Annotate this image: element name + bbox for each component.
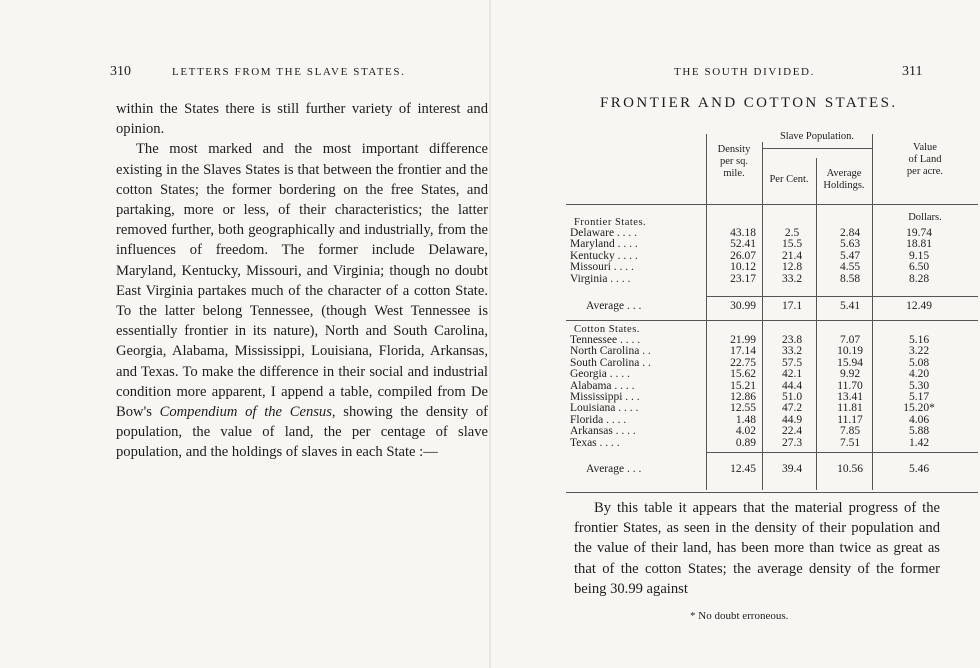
cell-density: 22.75 [730, 356, 756, 369]
page-number: 310 [110, 64, 131, 79]
cell-density: 15.21 [730, 379, 756, 392]
cell-value: 5.88 [908, 425, 930, 438]
book-title: Compendium of the Census [159, 404, 332, 421]
cell-holdings: 5.41 [839, 300, 861, 312]
section-rule [566, 320, 978, 321]
cell-density: 12.55 [730, 402, 756, 415]
header-line: Value [913, 142, 937, 153]
cell-holdings: 8.58 [839, 272, 861, 285]
cell-holdings: 10.56 [837, 463, 863, 475]
statistics-table [566, 128, 978, 498]
cotton-section-label: Cotton States. [574, 324, 640, 335]
header-avg-holdings [816, 168, 872, 192]
cell-per-cent: 44.4 [781, 379, 803, 392]
cell-state: Louisiana . . . . [570, 402, 639, 415]
cell-value: 4.06 [908, 413, 930, 426]
cell-per-cent: 17.1 [781, 300, 803, 312]
cell-value: 5.30 [908, 379, 930, 392]
running-head: LETTERS FROM THE SLAVE STATES. [172, 66, 406, 78]
cell-value: 5.08 [908, 356, 930, 369]
cell-state: Delaware . . . . [570, 227, 638, 239]
cell-value: 8.28 [908, 272, 930, 285]
cell-holdings: 10.19 [837, 345, 863, 358]
paragraph-1: within the States there is still further variety of interest and opinion. [116, 101, 488, 138]
cell-state: Tennessee . . . . [570, 334, 641, 346]
cell-holdings: 7.07 [839, 334, 861, 346]
cell-state: Mississippi . . . [570, 391, 640, 403]
cell-density: 12.86 [730, 391, 756, 403]
cell-density: 52.41 [730, 238, 756, 251]
cell-value: 3.22 [908, 345, 930, 358]
cell-state: Alabama . . . . [570, 379, 635, 392]
cell-density: 23.17 [730, 272, 756, 285]
cell-value: 1.42 [908, 436, 930, 449]
table-title: FRONTIER AND COTTON STATES. [600, 95, 898, 111]
right-body-text [574, 498, 940, 599]
cell-holdings: 11.81 [837, 402, 863, 415]
header-rule [566, 204, 978, 205]
header-line: per sq. [720, 156, 748, 167]
cell-per-cent: 51.0 [781, 391, 803, 403]
avg-rule [706, 296, 978, 297]
paragraph-3: By this table it appears that the material progress of the frontier States, as seen in the density of their population and the value of their land, has been more than twice as great as that of the cotton States; the average density of the former being 30.99 against [574, 500, 940, 597]
cell-value: 4.20 [908, 368, 930, 381]
cell-density: 12.45 [730, 463, 756, 475]
cell-value: 18.81 [906, 238, 932, 251]
cell-holdings: 11.70 [837, 379, 863, 392]
cell-value: 19.74 [906, 227, 932, 239]
header-line: Density [717, 144, 751, 155]
cell-state: Virginia . . . . [570, 272, 631, 285]
header-line: Holdings. [823, 180, 865, 191]
cell-value: 5.16 [908, 334, 930, 346]
cell-state: South Carolina . . [570, 356, 651, 369]
cell-state: Maryland . . . . [570, 238, 638, 251]
frontier-section-label: Frontier States. [574, 217, 647, 228]
slave-pop-rule [762, 148, 872, 149]
page-number: 311 [902, 64, 923, 79]
cell-holdings: 5.47 [839, 249, 861, 262]
cell-state: North Carolina . . [570, 345, 651, 358]
cell-density: 10.12 [730, 261, 756, 274]
cell-holdings: 2.84 [839, 227, 861, 239]
running-head: THE SOUTH DIVIDED. [674, 66, 815, 78]
cell-value: 15.20* [903, 402, 935, 415]
cell-per-cent: 12.8 [781, 261, 803, 274]
avg-rule [706, 452, 978, 453]
table-row [566, 262, 978, 273]
left-body-text [116, 99, 488, 463]
header-density [706, 144, 762, 180]
cell-per-cent: 39.4 [781, 463, 803, 475]
cell-state: Missouri . . . . [570, 261, 634, 274]
cell-per-cent: 33.2 [781, 272, 803, 285]
table-row [566, 426, 978, 437]
cell-state: Georgia . . . . [570, 368, 630, 381]
cell-state: Kentucky . . . . [570, 249, 638, 262]
cell-holdings: 5.63 [839, 238, 861, 251]
cell-holdings: 4.55 [839, 261, 861, 274]
cell-value: 9.15 [908, 249, 930, 262]
cell-holdings: 7.51 [839, 436, 861, 449]
paragraph-2-text-b: , showing the density of population, the value of land, the per centage of slave population, and the holdings of slaves in each State :— [116, 404, 488, 461]
cell-per-cent: 47.2 [781, 402, 803, 415]
cell-state: Texas . . . . [570, 436, 620, 449]
table-row [566, 369, 978, 380]
cell-per-cent: 27.3 [781, 436, 803, 449]
cell-holdings: 11.17 [837, 413, 863, 426]
table-bottom-rule [566, 492, 978, 493]
cell-per-cent: 15.5 [781, 238, 803, 251]
cell-holdings: 13.41 [837, 391, 863, 403]
cell-per-cent: 23.8 [781, 334, 803, 346]
cell-value: 5.46 [908, 463, 930, 475]
cell-value: 6.50 [908, 261, 930, 274]
cell-state: Florida . . . . [570, 413, 627, 426]
cell-per-cent: 44.9 [781, 413, 803, 426]
table-row [566, 274, 978, 285]
cell-density: 0.89 [735, 436, 756, 449]
cell-holdings: 7.85 [839, 425, 861, 438]
header-line: of Land [908, 154, 942, 165]
table-row [566, 438, 978, 449]
cell-value: 5.17 [908, 391, 930, 403]
cell-density: 15.62 [730, 368, 756, 381]
cell-density: 17.14 [730, 345, 756, 358]
cell-holdings: 15.94 [837, 356, 863, 369]
average-label: Average . . . [586, 300, 642, 312]
cell-density: 4.02 [735, 425, 756, 438]
cell-per-cent: 2.5 [784, 227, 800, 239]
cell-per-cent: 22.4 [781, 425, 803, 438]
cell-density: 21.99 [730, 334, 756, 346]
cell-state: Arkansas . . . . [570, 425, 636, 438]
average-label: Average . . . [586, 463, 642, 475]
header-line: Average [826, 168, 862, 179]
cell-density: 30.99 [730, 300, 756, 312]
right-page [490, 0, 980, 668]
header-line: per acre. [906, 166, 944, 177]
cell-per-cent: 33.2 [781, 345, 803, 358]
cell-per-cent: 21.4 [781, 249, 803, 262]
footnote: * No doubt erroneous. [690, 610, 789, 622]
paragraph-2 [116, 139, 488, 462]
cell-density: 43.18 [730, 227, 756, 239]
cell-per-cent: 42.1 [781, 368, 803, 381]
header-slave-pop: Slave Population. [779, 131, 855, 142]
cell-density: 1.48 [735, 413, 756, 426]
header-per-cent: Per Cent. [769, 174, 809, 185]
header-line: mile. [723, 168, 745, 179]
cell-value: 12.49 [906, 300, 932, 312]
cell-per-cent: 57.5 [781, 356, 803, 369]
paragraph-2-text-a: The most marked and the most important difference existing in the Slaves States is that between the frontier and the cotton States; the former bordering on the free States, and partaking, more or less, of their characteristics; the latter removed further, both geographically and industrially, from the influences of freedom. The former include Delaware, Maryland, Kentucky, Missouri, and Virginia; though no doubt East Virginia partakes much of the character of a cotton State. To the latter belong Tennessee, (though West Tennessee is essentially frontier in its nature), North and South Carolina, Georgia, Alabama, Mississippi, Louisiana, Florida, Arkansas, and Texas. To make the difference in their social and industrial condition more apparent, I append a table, compiled from De Bow's [116, 141, 488, 421]
header-value-land [872, 142, 978, 178]
dollars-label: Dollars. [908, 212, 942, 223]
cell-holdings: 9.92 [839, 368, 861, 381]
cell-density: 26.07 [730, 249, 756, 262]
